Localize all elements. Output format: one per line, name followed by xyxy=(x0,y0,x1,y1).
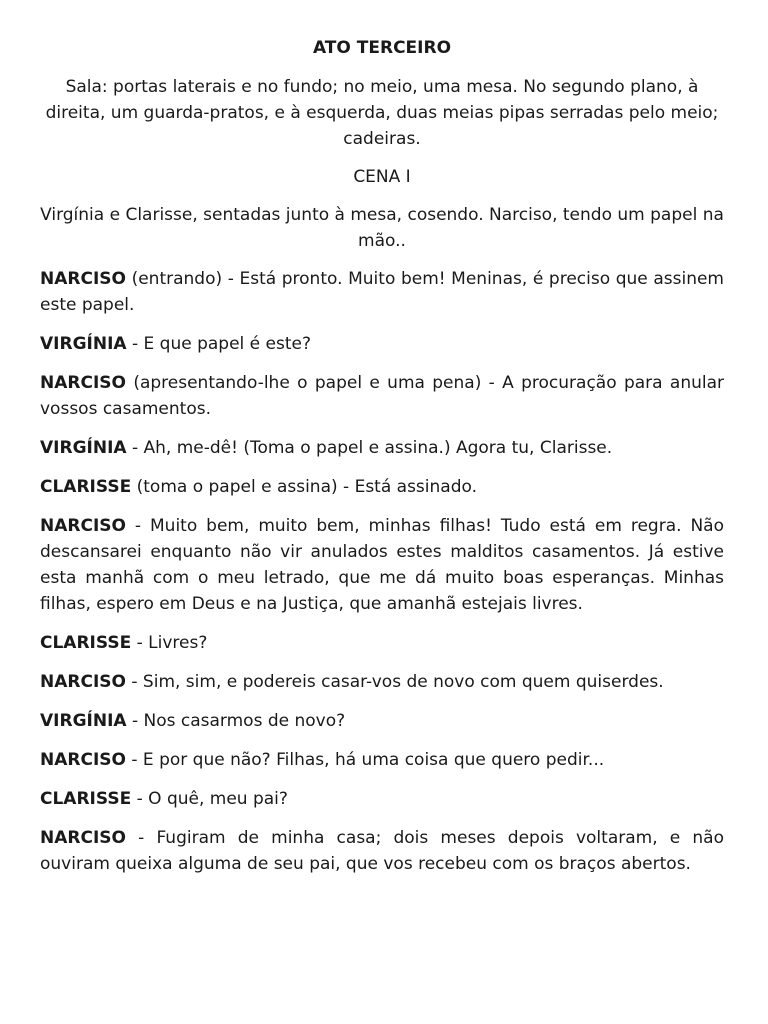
dialogue-text: - E por que não? Filhas, há uma coisa que quero pedir... xyxy=(125,750,605,770)
speaker-name: CLARISSE xyxy=(40,789,132,809)
dialogue-text: (entrando) - Está pronto. Muito bem! Meninas, é preciso que assinem este papel. xyxy=(40,269,724,315)
speaker-name: NARCISO xyxy=(40,516,126,536)
dialogue-line xyxy=(40,747,724,773)
speaker-name: CLARISSE xyxy=(40,633,132,653)
speaker-name: NARCISO xyxy=(40,750,126,770)
dialogue-text: - E que papel é este? xyxy=(126,334,311,354)
dialogue-line xyxy=(40,474,724,500)
dialogue-text: - Sim, sim, e podereis casar-vos de novo com quem quiserdes. xyxy=(125,672,664,692)
setting-description: Sala: portas laterais e no fundo; no meio, uma mesa. No segundo plano, à direita, um guarda-pratos, e à esquerda, duas meias pipas serradas pelo meio; cadeiras. xyxy=(45,77,719,149)
speaker-name: NARCISO xyxy=(40,269,126,289)
dialogue-line xyxy=(40,266,724,318)
dialogue-line xyxy=(40,370,724,422)
dialogue-text: - Ah, me-dê! (Toma o papel e assina.) Agora tu, Clarisse. xyxy=(126,438,613,458)
dialogue-line xyxy=(40,786,724,812)
speaker-name: VIRGÍNIA xyxy=(40,711,127,731)
speaker-name: VIRGÍNIA xyxy=(40,438,127,458)
dialogue-text: - Fugiram de minha casa; dois meses depois voltaram, e não ouviram queixa alguma de seu pai, que vos recebeu com os braços abertos. xyxy=(40,828,724,874)
dialogue-line xyxy=(40,331,724,357)
dialogue-line xyxy=(40,708,724,734)
dialogue-text: - Nos casarmos de novo? xyxy=(126,711,346,731)
dialogue-text: - O quê, meu pai? xyxy=(131,789,288,809)
dialogue-text: (apresentando-lhe o papel e uma pena) - A procuração para anular vossos casamentos. xyxy=(40,373,724,419)
dialogue-line xyxy=(40,630,724,656)
dialogue-text: (toma o papel e assina) - Está assinado. xyxy=(131,477,478,497)
dialogue-text: - Muito bem, muito bem, minhas filhas! Tudo está em regra. Não descansarei enquanto não vir anulados estes malditos casamentos. Já estive esta manhã com o meu letrado, que me dá muito boas esperanças. Minhas filhas, espero em Deus e na Justiça, que amanhã estejais livres. xyxy=(40,516,724,614)
scene-heading: CENA I xyxy=(353,167,411,187)
speaker-name: NARCISO xyxy=(40,672,126,692)
speaker-name: CLARISSE xyxy=(40,477,132,497)
speaker-name: VIRGÍNIA xyxy=(40,334,127,354)
document-page xyxy=(40,36,724,890)
dialogue-text: - Livres? xyxy=(131,633,208,653)
scene-direction: Virgínia e Clarisse, sentadas junto à mesa, cosendo. Narciso, tendo um papel na mão.. xyxy=(40,205,724,251)
dialogue-line xyxy=(40,825,724,877)
dialogue-line xyxy=(40,435,724,461)
speaker-name: NARCISO xyxy=(40,828,126,848)
act-title: ATO TERCEIRO xyxy=(312,38,452,58)
dialogue-line xyxy=(40,513,724,617)
dialogue-line xyxy=(40,669,724,695)
speaker-name: NARCISO xyxy=(40,373,126,393)
